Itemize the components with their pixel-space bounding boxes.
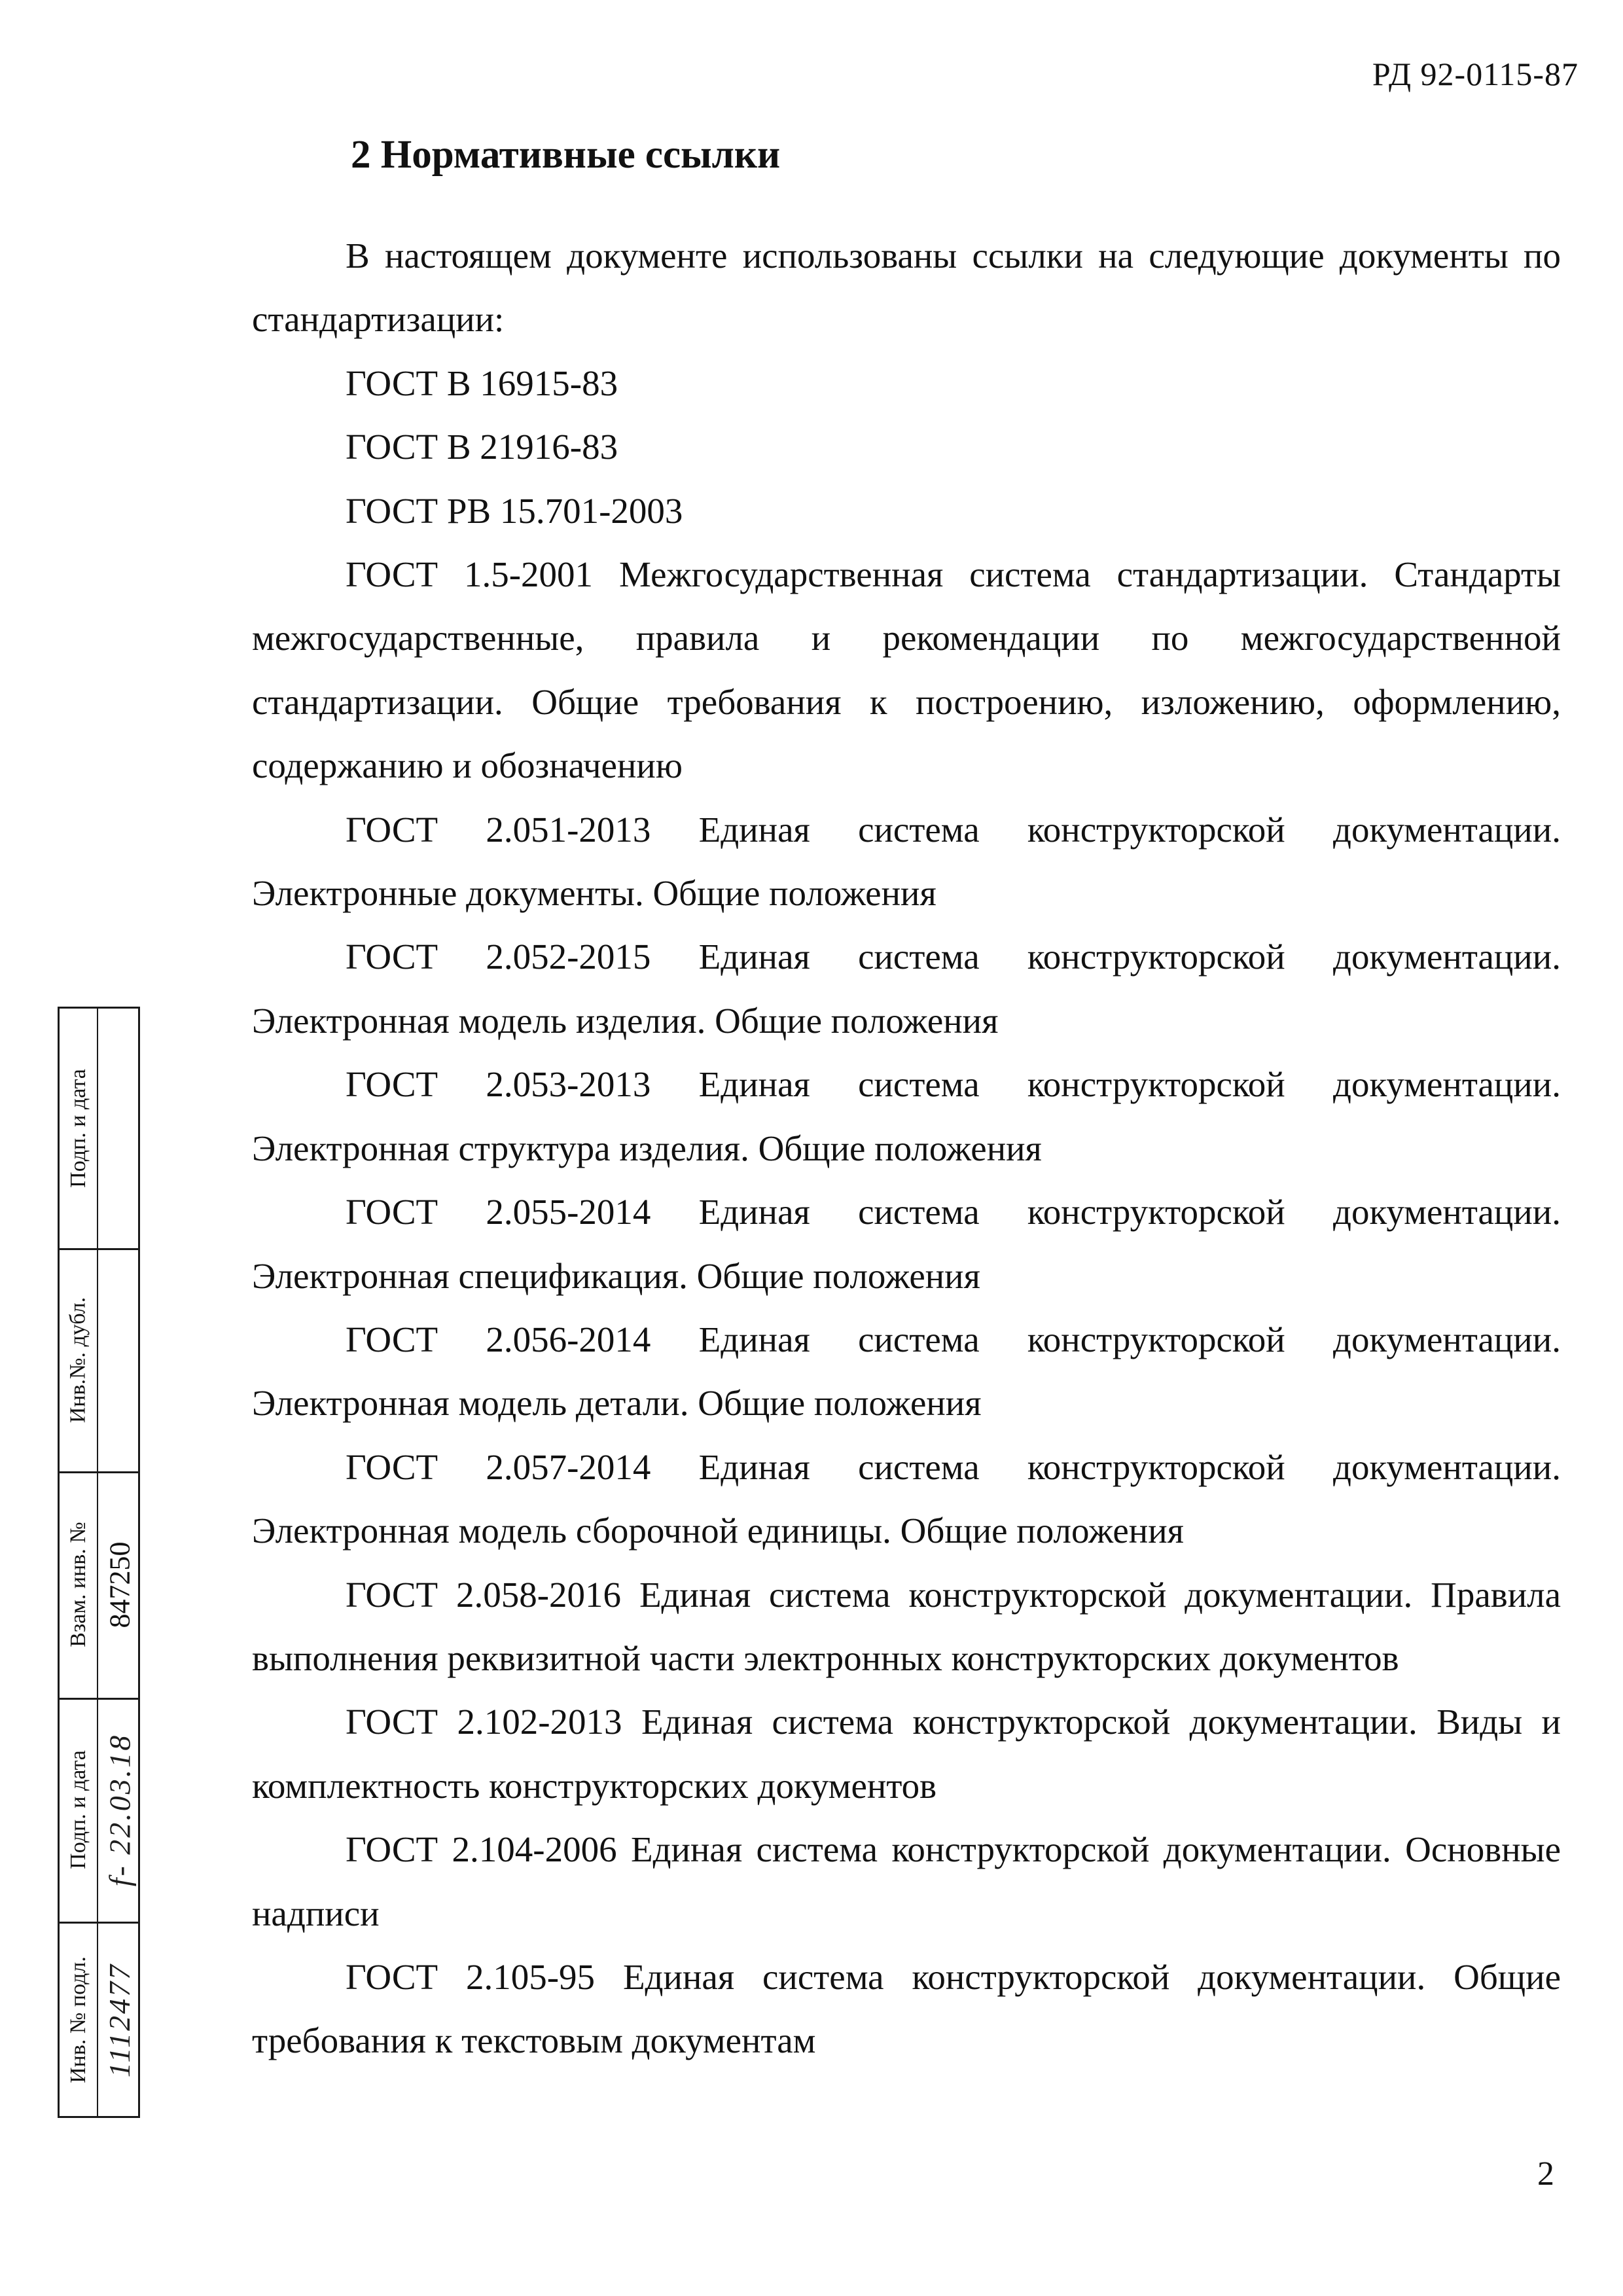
- stamp-label-replace-inv: Взам. инв. №: [65, 1522, 90, 1647]
- stamp-value-replace-inv: 847250: [103, 1541, 135, 1628]
- reference-item: ГОСТ 2.052-2015 Единая система конструкторской документации. Электронная модель изделия. Общие положения: [252, 937, 1561, 1041]
- stamp-label-sign-date-bottom: Подп. и дата: [65, 1750, 90, 1869]
- section-heading: 2 Нормативные ссылки: [351, 133, 781, 177]
- reference-item: ГОСТ 2.104-2006 Единая система конструкторской документации. Основные надписи: [252, 1829, 1561, 1933]
- stamp-divider-vertical: [97, 1009, 98, 2116]
- reference-item: ГОСТ 2.102-2013 Единая система конструкторской документации. Виды и комплектность конструкторских документов: [252, 1702, 1561, 1806]
- stamp-value-sign-date-bottom: f- 22.03.18: [103, 1733, 137, 1886]
- reference-item: ГОСТ В 21916-83: [346, 427, 618, 467]
- reference-item: ГОСТ 2.057-2014 Единая система конструкторской документации. Электронная модель сборочной единицы. Общие положения: [252, 1446, 1561, 1551]
- stamp-label-orig-inv: Инв. № подл.: [65, 1956, 90, 2083]
- reference-item: ГОСТ 2.053-2013 Единая система конструкторской документации. Электронная структура изделия. Общие положения: [252, 1064, 1561, 1168]
- reference-item: ГОСТ РВ 15.701-2003: [346, 490, 683, 531]
- reference-item: ГОСТ 2.056-2014 Единая система конструкторской документации. Электронная модель детали. Общие положения: [252, 1319, 1561, 1424]
- reference-item: ГОСТ 2.058-2016 Единая система конструкторской документации. Правила выполнения реквизитной части электронных конструкторских документов: [252, 1574, 1561, 1678]
- reference-item: ГОСТ 1.5-2001 Межгосударственная система стандартизации. Стандарты межгосударственные, правила и рекомендации по межгосударственной стандартизации. Общие требования к построению, изложению, оформлению, содержанию и обозначению: [252, 554, 1561, 786]
- reference-item: ГОСТ 2.051-2013 Единая система конструкторской документации. Электронные документы. Общие положения: [252, 809, 1561, 914]
- intro-paragraph: В настоящем документе использованы ссылки на следующие документы по стандартизации:: [252, 236, 1561, 340]
- doc-code: РД 92-0115-87: [1372, 56, 1578, 92]
- stamp-label-dup-inv: Инв.№. дубл.: [65, 1297, 90, 1423]
- page-number: 2: [1537, 2155, 1554, 2193]
- margin-stamp-table: [58, 1007, 140, 2118]
- document-body: [252, 224, 1561, 2073]
- stamp-label-sign-date-top: Подп. и дата: [65, 1069, 90, 1188]
- reference-item: ГОСТ 2.055-2014 Единая система конструкторской документации. Электронная спецификация. Общие положения: [252, 1192, 1561, 1296]
- reference-item: ГОСТ В 16915-83: [346, 363, 618, 403]
- reference-item: ГОСТ 2.105-95 Единая система конструкторской документации. Общие требования к текстовым документам: [252, 1956, 1561, 2061]
- stamp-value-orig-inv: 1112477: [103, 1962, 137, 2077]
